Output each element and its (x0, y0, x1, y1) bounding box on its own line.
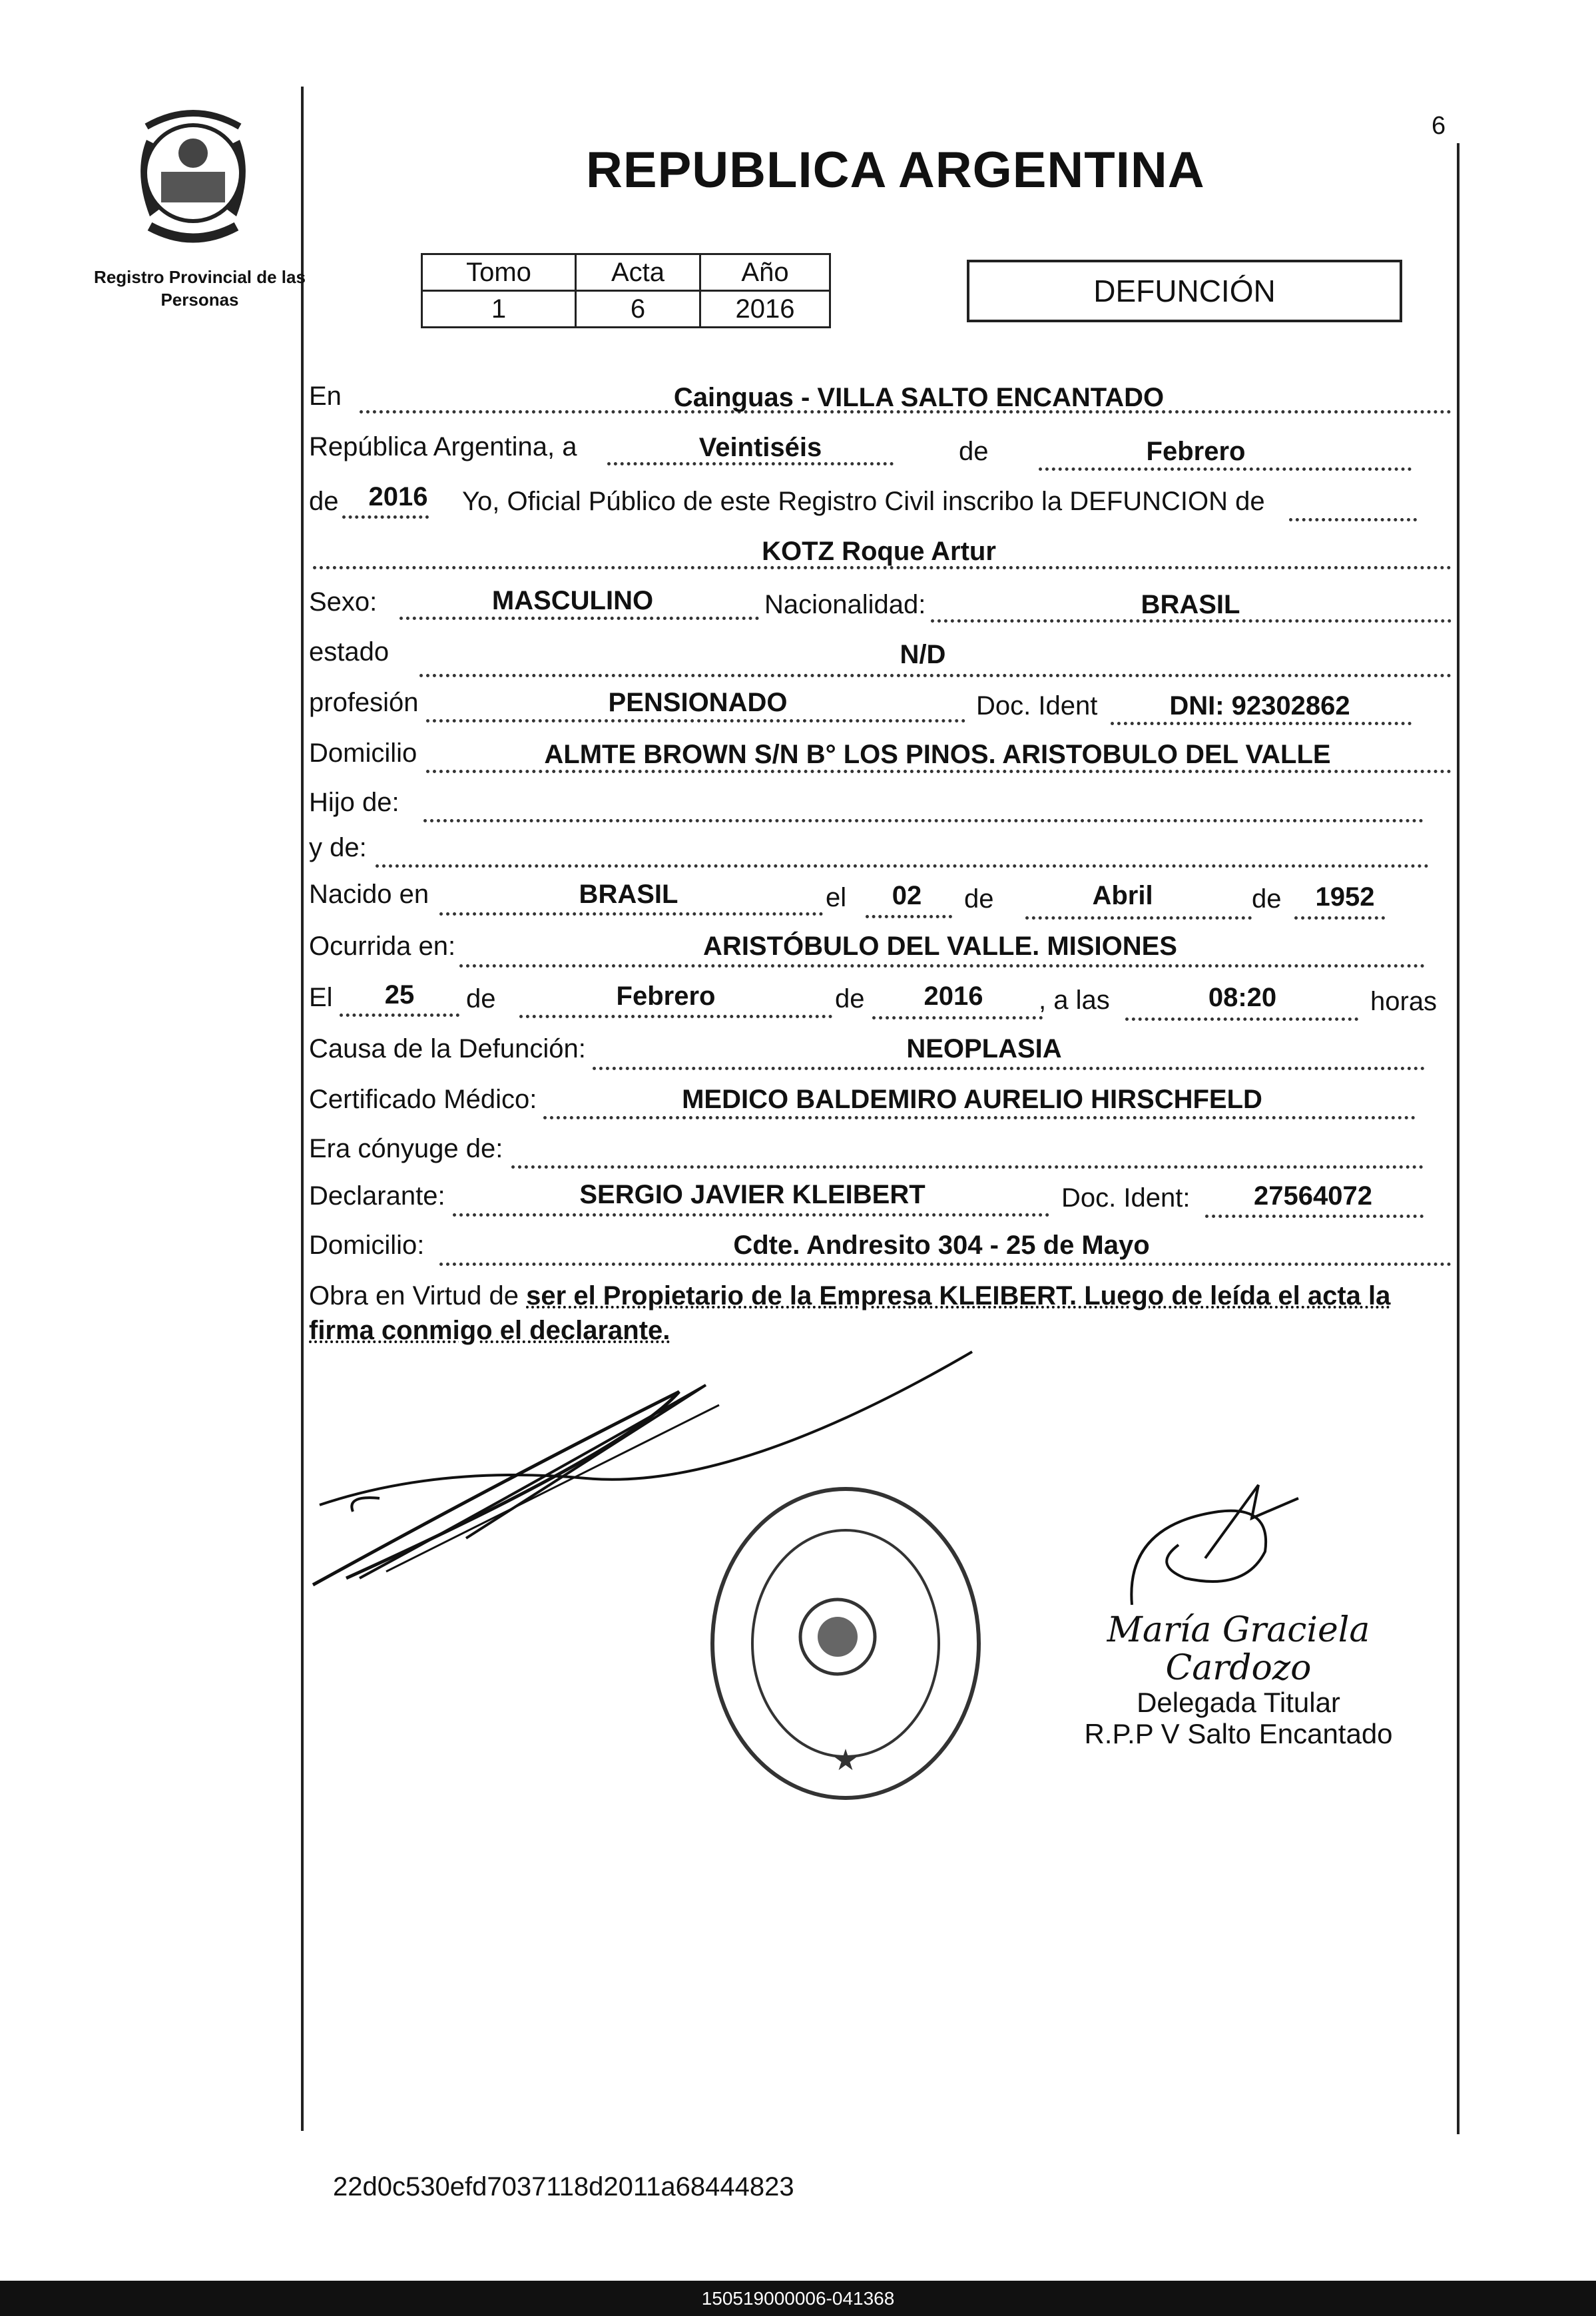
label-y-de: y de: (309, 833, 367, 862)
header-acta: Acta (576, 254, 700, 291)
dotted-line (866, 915, 952, 918)
dotted-line (511, 1165, 1424, 1169)
marital-status-value: N/D (900, 640, 946, 669)
document-value: DNI: 92302862 (1169, 691, 1350, 721)
signer-office: R.P.P V Salto Encantado (1084, 1717, 1393, 1749)
value-anio: 2016 (700, 291, 830, 328)
cause-value: NEOPLASIA (906, 1034, 1062, 1063)
dotted-line (1111, 722, 1412, 725)
signer-role: Delegada Titular (1137, 1687, 1340, 1719)
document-hash: 22d0c530efd7037118d2011a68444823 (333, 2172, 794, 2201)
label-de: de (835, 984, 865, 1013)
label-nacionalidad: Nacionalidad: (764, 590, 926, 619)
deceased-name: KOTZ Roque Artur (762, 537, 996, 566)
label-domicilio: Domicilio (309, 738, 417, 768)
dotted-line (607, 462, 894, 465)
label-profesion: profesión (309, 688, 419, 717)
dotted-line (423, 819, 1424, 822)
dotted-line (399, 617, 759, 620)
birthplace-value: BRASIL (579, 880, 678, 909)
dotted-line (340, 1013, 459, 1017)
dotted-line (313, 566, 1452, 569)
declarant-address-value: Cdte. Andresito 304 - 25 de Mayo (733, 1231, 1150, 1260)
label-de: de (964, 884, 994, 914)
dotted-line (439, 912, 823, 916)
birth-month-value: Abril (1092, 881, 1153, 910)
left-margin-line (301, 87, 304, 2131)
dotted-line (342, 515, 429, 519)
label-en: En (309, 382, 342, 411)
signer-block (1072, 1611, 1405, 1749)
label-doc-ident: Doc. Ident (976, 691, 1098, 721)
label-yo: Yo, Oficial Público de este Registro Civil inscribo la DEFUNCION de (462, 487, 1265, 516)
nationality-value: BRASIL (1141, 590, 1240, 619)
registry-table (421, 253, 831, 328)
dotted-line (519, 1015, 832, 1018)
dotted-line (931, 619, 1452, 623)
dotted-line (1289, 518, 1417, 521)
dotted-line (593, 1067, 1425, 1070)
official-signature (1125, 1472, 1325, 1618)
dotted-line (543, 1116, 1416, 1119)
label-declarante: Declarante: (309, 1181, 445, 1211)
label-hijo-de: Hijo de: (309, 788, 399, 817)
sex-value: MASCULINO (491, 586, 654, 615)
dotted-line (1039, 467, 1412, 471)
address-value: ALMTE BROWN S/N B° LOS PINOS. ARISTOBULO DEL VALLE (544, 740, 1331, 769)
label-republica: República Argentina, a (309, 432, 577, 461)
label-estado: estado (309, 637, 390, 667)
label-certificado: Certificado Médico: (309, 1085, 537, 1114)
closing-statement (309, 1279, 1454, 1348)
label-conyuge: Era cónyuge de: (309, 1134, 503, 1163)
province-logo (120, 100, 266, 253)
footer-code: 150519000006-041368 (0, 2281, 1596, 2316)
dotted-line (453, 1213, 1049, 1217)
label-de: de (466, 984, 496, 1013)
day-words-value: Veintiséis (698, 433, 822, 462)
profession-value: PENSIONADO (608, 688, 788, 717)
label-de: de (959, 437, 989, 466)
page-number: 6 (1432, 112, 1446, 140)
label-de: de (309, 487, 339, 516)
death-place-value: ARISTÓBULO DEL VALLE. MISIONES (703, 932, 1177, 961)
dotted-line (1025, 916, 1252, 920)
place-value: Cainguas - VILLA SALTO ENCANTADO (673, 383, 1165, 412)
declarant-value: SERGIO JAVIER KLEIBERT (579, 1180, 926, 1209)
official-stamp (699, 1477, 992, 1810)
label-horas: horas (1370, 987, 1438, 1016)
declarant-doc-value: 27564072 (1254, 1181, 1372, 1211)
label-obra: Obra en Virtud de (309, 1281, 519, 1310)
label-de: de (1252, 884, 1282, 914)
label-domicilio-colon: Domicilio: (309, 1231, 425, 1260)
dotted-line (426, 770, 1452, 773)
death-month-value: Febrero (616, 982, 716, 1011)
label-a-las: , a las (1039, 986, 1110, 1015)
value-acta: 6 (576, 291, 700, 328)
obra-value: ser el Propietario de la Empresa KLEIBERT. Luego de leída el acta la firma conmigo el declarante. (309, 1281, 1391, 1345)
dotted-line (426, 719, 965, 723)
label-causa: Causa de la Defunción: (309, 1034, 586, 1063)
month-value: Febrero (1146, 437, 1246, 466)
death-year-value: 2016 (924, 982, 983, 1011)
svg-text:★: ★ (832, 1743, 859, 1777)
year-value: 2016 (368, 482, 428, 511)
dotted-line (1205, 1215, 1424, 1218)
dotted-line (872, 1016, 1043, 1019)
value-tomo: 1 (422, 291, 576, 328)
label-nacido-en: Nacido en (309, 880, 429, 909)
dotted-line (1294, 916, 1385, 920)
dotted-line (459, 964, 1425, 968)
label-doc-ident-colon: Doc. Ident: (1061, 1183, 1191, 1213)
org-name: Registro Provincial de las Personas (94, 267, 306, 310)
header-anio: Año (700, 254, 830, 291)
right-margin-line (1457, 143, 1460, 2134)
death-time-value: 08:20 (1208, 983, 1277, 1012)
dotted-line (376, 864, 1429, 868)
label-ocurrida-en: Ocurrida en: (309, 932, 456, 961)
birth-day-value: 02 (892, 881, 922, 910)
birth-year-value: 1952 (1315, 882, 1375, 912)
label-el: el (826, 883, 847, 912)
dotted-line (1125, 1017, 1358, 1021)
document-type: DEFUNCIÓN (967, 260, 1402, 322)
death-day-value: 25 (384, 980, 415, 1010)
label-el-cap: El (309, 983, 333, 1012)
signer-name: María Graciela Cardozo (1107, 1610, 1370, 1689)
dotted-line (439, 1263, 1452, 1266)
certificate-value: MEDICO BALDEMIRO AURELIO HIRSCHFELD (682, 1085, 1262, 1114)
page-title: REPUBLICA ARGENTINA (586, 142, 1205, 198)
dotted-line (419, 674, 1452, 677)
label-sexo: Sexo: (309, 587, 378, 617)
header-tomo: Tomo (422, 254, 576, 291)
